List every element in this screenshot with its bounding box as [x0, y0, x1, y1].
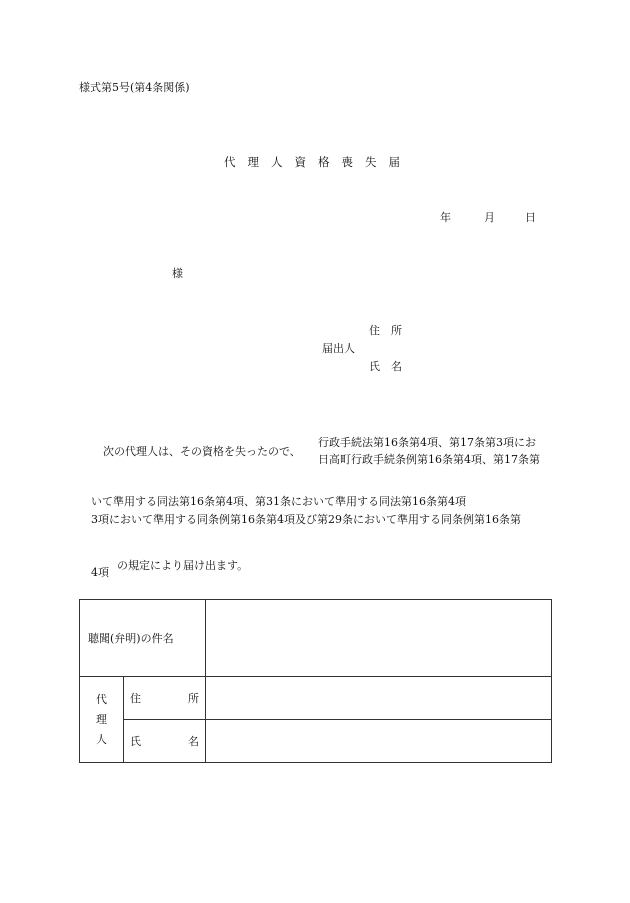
date-month: 月	[484, 211, 495, 224]
agent-address-char-1: 住	[130, 692, 141, 705]
body-law-line-4: 3項において準用する同条例第16条第4項及び第29条において準用する同条例第16条第	[91, 513, 521, 526]
notifier-name-label: 氏 名	[369, 360, 402, 373]
agent-name-label	[124, 720, 206, 763]
body-law-line-2: 日高町行政手続条例第16条第4項、第17条第	[318, 453, 540, 466]
agent-char-3: 人	[96, 733, 107, 746]
notifier-label: 届出人	[322, 342, 355, 355]
date-day: 日	[525, 211, 536, 224]
form-number: 様式第5号(第4条関係)	[79, 81, 190, 94]
agent-char-2: 理	[96, 713, 107, 726]
agent-address-char-2: 所	[188, 692, 199, 705]
body-intro: 次の代理人は、その資格を失ったので、	[103, 445, 301, 458]
agent-name-char-2: 名	[188, 735, 199, 748]
agent-info-table	[79, 599, 552, 763]
body-closing: の規定により届け出ます。	[117, 559, 249, 572]
agent-name-char-1: 氏	[130, 735, 141, 748]
notifier-address-label: 住 所	[369, 324, 402, 337]
agent-char-1: 代	[96, 693, 107, 706]
date-year: 年	[440, 211, 451, 224]
agent-name-value[interactable]	[206, 720, 552, 763]
date-line	[440, 212, 536, 223]
body-law-line-5: 4項	[91, 566, 109, 579]
agent-address-label	[124, 677, 206, 720]
agent-label	[80, 677, 124, 763]
agent-address-value[interactable]	[206, 677, 552, 720]
case-name-label: 聴聞(弁明)の件名	[80, 600, 206, 677]
addressee-suffix: 様	[172, 267, 183, 280]
case-name-value[interactable]	[206, 600, 552, 677]
body-law-line-3: いて準用する同法第16条第4項、第31条において準用する同法第16条第4項	[91, 495, 466, 508]
body-law-line-1: 行政手続法第16条第4項、第17条第3項にお	[318, 436, 536, 449]
document-title: 代理人資格喪失届	[224, 155, 412, 169]
